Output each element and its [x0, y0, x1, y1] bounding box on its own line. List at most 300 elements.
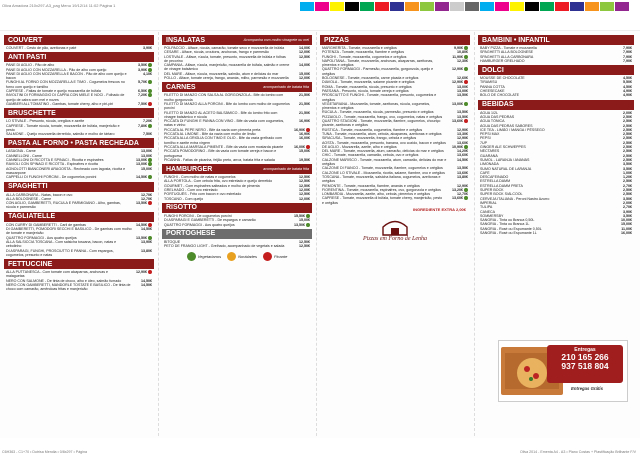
- color-swatch: [465, 2, 479, 11]
- menu-item-price: 14,20€: [457, 149, 468, 154]
- extra-ingredient-note: INGREDIENTE EXTRA 2,00€: [413, 206, 466, 212]
- menu-item-name: PANE DI AGLIO - Pão de alho: [6, 63, 55, 68]
- menu-item-price: 10,80€: [457, 50, 468, 55]
- menu-item-name: PAESANA - Presunto, rúcula, tomate cereja e orégãos: [322, 88, 409, 93]
- menu-item-name: ÁGUA DAS PEDRAS SABORES: [480, 123, 533, 128]
- menu-item: [4, 175, 154, 179]
- menu-item-name: GOURMET - Com espinafres salteados e molho de pimenta: [164, 183, 260, 188]
- menu-item-name: DESCAFEINADO: [480, 175, 509, 180]
- vegetarian-icon: [187, 252, 196, 261]
- section-note: Acompanha com molho vinagrete ou mel: [243, 37, 309, 42]
- menu-item: [162, 76, 312, 80]
- menu-item-price: 16,90€: [299, 132, 310, 137]
- menu-item-name: PIEMONTE - Tomate, mozzarella, fiambre, ananás e orégãos: [322, 183, 420, 188]
- menu-item-name: DI ASPARAGI, FUNGHI, PROSCIUTTO E PANNA - Com espargos, cogumelos, presunto e natas: [6, 248, 114, 257]
- menu-item-price: 12,90€: [457, 127, 468, 132]
- legend-item: [187, 252, 221, 261]
- color-swatch: [330, 2, 344, 11]
- menu-item: [162, 119, 312, 128]
- menu-item-price: 3,50€: [623, 166, 632, 171]
- menu-item-price: 12,50€: [299, 192, 310, 197]
- menu-item: [162, 149, 312, 158]
- section-title: SPAGHETTI: [8, 183, 48, 191]
- color-swatch: [615, 2, 629, 11]
- column-3: [320, 33, 470, 433]
- menu-item-name: AGNOLOTTI BIANCONERI ARAGOSTA - Recheado com lagosta, ricotta e mascarpone: [6, 166, 126, 175]
- menu-item-name: CAPPELLI DI FUNGHI PORCINI - De cogumelos porcini: [6, 175, 97, 180]
- menu-item-price: 2,50€: [623, 149, 632, 154]
- menu-item-name: PICCATA ALLA MARSALA PIMENTE - Bife da vazia com mostarda picante: [164, 144, 284, 149]
- menu-item-price: 3,90€: [138, 67, 147, 72]
- menu-item-name: PANE DI AGLIO CON MOZZARELLA - Pão de alho com queijo: [6, 67, 107, 72]
- menu-item-price: 10,90€: [452, 144, 463, 149]
- menu-item-name: HAMBURGER GRELHADO: [480, 58, 525, 63]
- menu-item: [320, 59, 470, 68]
- menu-item-name: ICE TEA - LIMÃO / MANGA / PÊSSEGO: [480, 127, 545, 132]
- menu-item-name: TULIPA: [480, 205, 493, 210]
- fold-line: [474, 32, 475, 436]
- menu-item-price: 7,90€: [623, 54, 632, 59]
- menu-item: [4, 201, 154, 210]
- menu-item-name: MARGHERITA - Tomate, mozzarella e orégãos: [322, 46, 397, 50]
- menu-item-name: NERO CON SALMONE - De tinta de choco, alho e óleo, salmão fumado: [6, 278, 122, 283]
- menu-item-name: PICANHA - Fatias de picanha, feijão preto, arroz, batata frita e salada: [164, 157, 275, 162]
- menu-item: [162, 136, 312, 145]
- menu-item-name: ALLA SALSICCIA TOSCANA - Com salsicha toscana, bacon, natas e cebolinho: [6, 239, 117, 249]
- legend-label: Vegetarianos: [197, 254, 222, 260]
- vegetarian-icon: [148, 124, 152, 128]
- menu-item-price: 15,00€: [299, 149, 310, 154]
- menu-item-name: ESTRELLA DAMM PRETA: [480, 183, 523, 188]
- menu-item-name: CON AGLIO, GAMBERETTI, RUCULA E PARMIGIANO - Alho, gambas, rúcula e parmesão: [6, 201, 121, 210]
- menu-item-name: GRELHADO - Com ovo estrelado: [164, 188, 218, 193]
- menu-item: [320, 102, 470, 111]
- menu-item-price: 4,50€: [623, 76, 632, 81]
- menu-item: [4, 249, 154, 258]
- menu-item-price: 12,50€: [299, 239, 310, 244]
- menu-item-price: 7,20€: [138, 93, 147, 98]
- menu-item-name: PANE DI AGLIO CON MOZZARELLA E BACON - Pão de alho com queijo e bacon: [6, 71, 127, 81]
- menu-item-name: PICCATA ALLA GRIGLIA CON TIMO E OLIO - Bife da vazia grelhado com tomilho e azeite extra virgem: [164, 136, 283, 145]
- menu-item-price: 7,90€: [623, 50, 632, 55]
- menu-item-price: 13,50€: [136, 235, 147, 240]
- menu-item-price: 15,50€: [294, 213, 305, 218]
- menu-item-name: NAPOLITANA - Tomate, mozzarella, anchovas, alcaparras, azeitonas, pimentos e orégãos: [322, 58, 434, 68]
- menu-item: [4, 283, 154, 292]
- section-title: TAGLIATELLE: [8, 213, 56, 221]
- delivery-box: [498, 340, 628, 402]
- menu-item-price: 12,90€: [136, 270, 147, 275]
- color-swatch: [555, 2, 569, 11]
- menu-item-name: SOMMERSBY: [480, 213, 504, 218]
- menu-item: [162, 111, 312, 120]
- menu-item-price: 12,50€: [299, 179, 310, 184]
- menu-item-name: DEL MARE - Alface, rúcula, mozzarella, salmão, atum e delícias do mar: [164, 71, 279, 76]
- print-footer: [0, 446, 640, 465]
- menu-item-price: 2,70€: [623, 205, 632, 210]
- menu-item-price: 3,90€: [623, 209, 632, 214]
- menu-item-name: SANGRIA - Rosé ou Espumante 0,50L: [480, 226, 542, 231]
- menu-item-name: POLPACCIO - Alface, rúcula, camarão, tomate seco e mozzarella de búfala: [164, 46, 285, 50]
- menu-item-price: 15,00€: [299, 71, 310, 76]
- section-header: [4, 35, 154, 45]
- footer-right-text: Oliva 2014 - Ementa A4 - A3 • Plano Costas + Plastificação Brilhante F/V: [519, 450, 636, 454]
- menu-item-price: 13,20€: [452, 187, 463, 192]
- menu-item-price: 13,50€: [457, 114, 468, 119]
- new-icon: [227, 252, 236, 261]
- menu-item-name: PIZZAIOLO - Tomate, mozzarella, frango, ovo, cogumelos, natas e orégãos: [322, 114, 443, 119]
- color-swatch: [360, 2, 374, 11]
- menu-item-name: ESTRELLA DAMM: [480, 179, 511, 184]
- menu-item-name: ALLA CARBONARA - Natas, bacon e ovo: [6, 192, 73, 197]
- menu-item: [162, 158, 312, 162]
- menu-item: [4, 46, 154, 50]
- menu-item: [320, 67, 470, 76]
- menu-item-name: PICCATA POMODORINO - Bife da vazia com tomate cereja e bacon e portuguesa: [164, 149, 277, 158]
- legend: [162, 252, 312, 261]
- color-swatch: [345, 2, 359, 11]
- menu-item-price: 3,50€: [623, 196, 632, 201]
- menu-item-name: NERO CON GAMBERETTI, MANDORLE TOSTATE E BASILICO - De tinta de choco com camarão, amêndoas fritas e manjericão: [6, 282, 131, 292]
- chili-icon: [464, 119, 468, 123]
- menu-item-name: PICCATA AL LIMONE - Bife da vazia com molho de limão: [164, 132, 256, 137]
- menu-item: [4, 132, 154, 136]
- menu-item-name: POTENZA - Tomate, mozzarella, fiambre e orégãos: [322, 50, 405, 55]
- menu-item-name: PANNA COTTA: [480, 84, 505, 89]
- menu-item: [320, 175, 470, 184]
- color-swatch: [300, 2, 314, 11]
- color-swatch: [570, 2, 584, 11]
- menu-item-name: SPAGHETTI ALLA CARBONARA: [480, 54, 534, 59]
- menu-item-name: ALLA BOLOGNESE - Carne: [6, 196, 52, 201]
- menu-item-name: SPAGHETTI ALLA BOLOGNESE: [480, 50, 534, 55]
- footer-left-text: C6H363 - C1+70 • Dutrisa Mendia • 0/8x297 • Página: [2, 450, 87, 454]
- color-swatch: [525, 2, 539, 11]
- menu-item-price: 12,90€: [452, 80, 463, 85]
- section-title: ANTI PASTI: [8, 53, 47, 61]
- menu-item-price: 2,50€: [623, 136, 632, 141]
- vegetarian-icon: [148, 80, 152, 84]
- menu-item-price: 2,50€: [623, 192, 632, 197]
- menu-item-price: 12,90€: [457, 183, 468, 188]
- menu-item-name: DIAVOLA - Tomate, mozzarella, salame picante e orégãos: [322, 80, 415, 85]
- menu-item-name: TOSCANA - Tomate, mozzarella, salsicha italiana, cogumelos, azeitonas e orégãos: [322, 174, 441, 184]
- vegetarian-icon: [464, 102, 468, 106]
- menu-item: [4, 72, 154, 81]
- fold-line: [316, 32, 317, 436]
- menu-item-name: CAPRESE - Tomate, mozzarella di búfala, tomate cherry, manjericão, pesto e orégãos: [322, 196, 443, 205]
- menu-item-name: SUMO NATURAL DE LARANJA: [480, 166, 532, 171]
- print-header-text: Oliva Amadora 210x297-A3_pag Menu 19/12/14 11:02 Página 1: [2, 3, 116, 8]
- delivery-phone-1[interactable]: 210 165 266: [561, 352, 609, 362]
- menu-item-price: 14,50€: [136, 222, 147, 227]
- menu-item-name: RÚCULA - Tomate, mozzarella, rúcula, parmesão, presunto e orégãos: [322, 110, 434, 115]
- menu-item-name: POLLO - Alface, tomate cereja, frango, ananás, milho, parmesão e mozzarella: [164, 76, 289, 81]
- menu-item-price: 2,50€: [623, 127, 632, 132]
- menu-item-price: 2,50€: [623, 145, 632, 150]
- section-header: [4, 182, 154, 192]
- menu-item: [4, 167, 154, 176]
- menu-item-price: 7,20€: [143, 119, 152, 124]
- menu-item-name: TUNA - Tomate, mozzarella, atum, cebola, alcaparras, azeitonas e orégãos: [322, 131, 442, 136]
- menu-item-price: 21,50€: [299, 101, 310, 106]
- delivery-phone-2[interactable]: 937 518 804: [561, 361, 609, 371]
- menu-item-name: CAFÉ: [480, 170, 490, 175]
- brand-caption: Pizzas em Forno de Lenha: [363, 235, 427, 242]
- section-title: CARNES: [166, 83, 196, 91]
- menu-item-name: ROMA - Tomate, mozzarella, rúcula, presunto e orégãos: [322, 84, 412, 89]
- menu-item: [4, 93, 154, 102]
- color-swatch: [315, 2, 329, 11]
- section-title: INSALATAS: [166, 36, 206, 44]
- color-swatch: [450, 2, 464, 11]
- section-header: [478, 35, 634, 45]
- menu-item-price: 13,50€: [294, 222, 305, 227]
- menu-item-price: 12,00€: [299, 196, 310, 201]
- menu-item-name: 7UP: [480, 140, 487, 145]
- menu-item: [162, 63, 312, 72]
- menu-item-price: 3,50€: [623, 213, 632, 218]
- section-header: [4, 52, 154, 62]
- legend-item: [227, 252, 257, 261]
- menu-item-price: 21,50€: [299, 93, 310, 98]
- menu-item-price: 1,00€: [623, 170, 632, 175]
- menu-item-price: 13,60€: [457, 170, 468, 175]
- menu-item-price: 12,70€: [457, 192, 468, 197]
- menu-item-name: PICCATA DI FUNGHI E PANNA CON VINO - Bife da vazia com cogumelos, natas e vinho: [164, 119, 285, 128]
- section-title: PASTA AL FORNO • PASTA RECHEADA: [8, 139, 139, 147]
- chili-icon: [148, 201, 152, 205]
- section-title: HAMBURGER: [166, 165, 213, 173]
- section-header: [162, 229, 312, 239]
- section-title: PIZZAS: [324, 36, 349, 44]
- menu-item-price: 7,50€: [143, 132, 152, 137]
- section-header: [162, 35, 312, 45]
- vegetarian-icon: [306, 223, 310, 227]
- menu-item-price: 13,50€: [136, 201, 147, 206]
- color-swatch: [510, 2, 524, 11]
- menu-item-name: RAVIOLI CON SPINACI E RICOTTA - Espinafres e ricotta: [6, 162, 98, 167]
- menu-item-name: ALLA PUTTANESCA - Com tomate com alcaparras, anchovas e malaguetas: [6, 270, 108, 279]
- color-swatch: [585, 2, 599, 11]
- section-header: [4, 259, 154, 269]
- menu-item-price: 11,00€: [621, 226, 632, 231]
- color-swatch: [495, 2, 509, 11]
- menu-item-name: DI ASPARAGI E GAMBERETTI - De espargos e camarão: [164, 218, 256, 223]
- menu-item-price: 2,50€: [623, 157, 632, 162]
- menu-item-price: 16,00€: [621, 230, 632, 235]
- delivery-tag: [547, 345, 623, 383]
- menu-item-name: SANGRIA - Tinta ou Branca 0,50L: [480, 218, 535, 223]
- menu-item-name: LOMBARDIA - Mozzarella, azeite, alho, cebola, pimentos e orégãos: [322, 192, 431, 197]
- menu-item-price: 5,70€: [138, 80, 147, 85]
- menu-item-price: 13,30€: [457, 131, 468, 136]
- color-swatch: [540, 2, 554, 11]
- menu-item-name: QUATTRO FORMAGGI - Aos quatro queijos: [164, 222, 235, 227]
- menu-item-price: 14,50€: [457, 157, 468, 162]
- menu-item-price: 14,00€: [299, 46, 310, 50]
- chili-icon: [148, 102, 152, 106]
- menu-item-price: 3,50€: [138, 63, 147, 68]
- menu-item: [4, 227, 154, 236]
- menu-item: [320, 158, 470, 167]
- menu-item-name: SANGRIA - Rosé ou Espumante 1L: [480, 230, 537, 235]
- menu-item-name: SALMONE - Queijo mozzarella derretido, salmão e molho de tártaro: [6, 132, 115, 137]
- section-title: BEBIDAS: [482, 101, 514, 109]
- menu-item-price: 12,00€: [299, 50, 310, 55]
- menu-item-price: 13,00€: [452, 101, 463, 106]
- menu-item-name: CAPRESE - Tomate rúcula, tomate, mozzarella de búfala, manjericão e pesto: [6, 123, 120, 132]
- section-title: FETTUCCINE: [8, 260, 53, 268]
- fold-line: [158, 32, 159, 436]
- menu-item-name: CALZONE DI FIANCO - Tomate, mozzarella, fiambre, cogumelos e orégãos: [322, 166, 443, 171]
- menu-item-name: CESARE - Alface, rúcula, croutons, anchovas, frango e parmesão: [164, 50, 269, 55]
- menu-item-price: 12,90€: [452, 67, 463, 72]
- menu-item-name: QUATTRO STAGIONI - Tomate, mozzarella, fiambre, cogumelos, chouriço picante, azeitonas e orégãos: [322, 119, 441, 128]
- section-header: [478, 65, 634, 75]
- menu-item-name: INVOLTINI DI FORMAGGIO DI CAPRA CON MIELE E NOCI - Folhado de queijo de cabra com mel e nozes: [6, 93, 125, 102]
- menu-item-price: 15,00€: [621, 222, 632, 227]
- menu-item: [4, 80, 154, 89]
- menu-item-name: FUNGHI AL FORNO CON MOZZARELLA E TIMO - Cogumelos frescos no forno com queijo e tomilho: [6, 80, 125, 89]
- color-swatch: [420, 2, 434, 11]
- menu-item-price: 16,90€: [294, 127, 305, 132]
- menu-item-price: 6,50€: [138, 89, 147, 94]
- menu-item-price: 12,50€: [299, 244, 310, 249]
- menu-item-price: 13,60€: [457, 140, 468, 145]
- menu-item-name: PEPSI MAX: [480, 132, 500, 137]
- menu-item-price: 13,60€: [452, 196, 463, 201]
- menu-item-name: PORTUGUÊS - Frito com bacon e ovo estrelado: [164, 192, 242, 197]
- section-title: COUVERT: [8, 36, 43, 44]
- menu-item-name: SUPER BOCK S/ÁLCOOL: [480, 192, 523, 197]
- menu-item: [478, 59, 634, 63]
- menu-item-price: 12,60€: [457, 76, 468, 81]
- section-title: PORTOGHESE: [166, 230, 216, 238]
- menu-item-price: 3,90€: [143, 46, 152, 50]
- color-swatch: [480, 2, 494, 11]
- menu-item-name: BITOQUE: [164, 239, 181, 244]
- menu-item-price: 12,70€: [141, 192, 152, 197]
- oven-icon: [380, 218, 410, 236]
- menu-item-name: GUARANÁ: [480, 153, 498, 158]
- menu-item-price: 7,80€: [138, 123, 147, 128]
- menu-item-price: 3,50€: [623, 162, 632, 167]
- menu-item-name: GINGER ALE SCHWEPPES: [480, 145, 526, 150]
- menu-item-name: PROSCIUTTO E FUNGHI - Tomate, mozzarella, presunto, cogumelos e orégãos: [322, 93, 437, 102]
- menu-item-name: LOSTIVALE - Alface, rúcula, tomate, presunto, mozzarella de búfala e folhas de pecorino: [164, 54, 286, 63]
- section-header: [4, 138, 154, 148]
- menu-item-name: BABY PIZZA - Tomate e mozzarella: [480, 46, 537, 50]
- section-header: [320, 35, 470, 45]
- menu-item-name: CAPRESE - Fatias de tomate e queijo mozzarella de búfala: [6, 89, 101, 94]
- menu-item-name: QUATTRO FORMAGGI - Parmesão, mozzarella, gorgonzola, queijo e orégãos: [322, 67, 434, 76]
- menu-item-price: 4,90€: [623, 93, 632, 98]
- menu-item-price: 2,00€: [623, 110, 632, 115]
- menu-item-name: FUNGHI - Tomate, mozzarella, cogumelos e orégãos: [322, 54, 407, 59]
- menu-item-price: 13,50€: [457, 93, 468, 98]
- menu-item-price: 12,50€: [299, 175, 310, 180]
- chili-icon: [148, 270, 152, 274]
- menu-item-price: 11,90€: [452, 54, 463, 59]
- menu-item-name: FILETTO DI MANZO ALLA PORCINI - Bife do lombo com molho de cogumelos porcini: [164, 101, 290, 111]
- menu-item-name: DEL MARE - Tomate, mozzarella, atum, camarão, delícias do mar e orégãos: [322, 149, 444, 154]
- menu-item-price: 16,90€: [299, 119, 310, 124]
- menu-item-price: 12,90€: [457, 136, 468, 141]
- menu-item: [4, 240, 154, 249]
- section-header: [4, 212, 154, 222]
- section-header: [478, 100, 634, 110]
- menu-item-price: 2,50€: [623, 188, 632, 193]
- menu-item: [320, 196, 470, 205]
- menu-item-name: CHEESECAKE: [480, 89, 505, 94]
- section-title: RISOTTO: [166, 204, 197, 212]
- menu-item: [478, 93, 634, 97]
- menu-item-price: 2,50€: [623, 132, 632, 137]
- menu-item-price: 13,60€: [457, 153, 468, 158]
- menu-item-name: BOLOGNESE - Tomate, mozzarella, carne picada e orégãos: [322, 76, 419, 81]
- menu-item-name: CALZONE LO STIVALE - Mozzarella, ricotta, salame, fiambre, ovo e orégãos: [322, 170, 445, 175]
- menu-item-price: 19,50€: [299, 157, 310, 162]
- legend-item: [263, 252, 287, 261]
- legend-label: Picante: [274, 254, 288, 260]
- menu-item-price: 13,00€: [141, 153, 152, 158]
- menu-item-name: MOUSSE DE CHOCOLATE: [480, 76, 525, 81]
- menu-item-price: 2,50€: [623, 114, 632, 119]
- menu-item-price: 2,50€: [623, 153, 632, 158]
- menu-item-price: 13,00€: [457, 84, 468, 89]
- menu-item-name: BOLO DE CHOCOLATE: [480, 93, 520, 98]
- menu-item-price: 16,00€: [294, 144, 305, 149]
- menu-item-name: FILETTO DI MANZO AL ACETO BALSÂMICO - Bife do lombo frito com vinagre balsâmico e rúcula: [164, 110, 278, 119]
- menu-item-name: FUNGHI - Com molho de natas e cogumelos: [164, 175, 236, 180]
- menu-item: [320, 93, 470, 102]
- menu-item-name: CANNELLONI - Carne: [6, 153, 42, 158]
- menu-item-price: 13,50€: [457, 166, 468, 171]
- section-header: [162, 203, 312, 213]
- chili-icon: [263, 252, 272, 261]
- menu-item-name: CANNELLONI DI RICOTTA E SPINACI - Ricotta e espinafres: [6, 158, 104, 163]
- menu-item-price: 2,50€: [623, 140, 632, 145]
- menu-item-name: ÁGUA TÓNICA: [480, 119, 505, 124]
- section-title: BAMBINI • INFANTIL: [482, 36, 550, 44]
- menu-item-name: ÁGUA DAS PEDRAS: [480, 114, 515, 119]
- menu-item: [162, 244, 312, 248]
- menu-item-price: 13,80€: [457, 174, 468, 179]
- menu-item-name: FILETTO DI MANZO CON SALSA AL GORGONZOLA - Bife do lombo com molho gorgonzola: [164, 93, 284, 102]
- menu-item-price: 12,50€: [299, 54, 310, 59]
- section-note: acompanhado de batata frita: [263, 166, 309, 171]
- menu-item-name: VEGETARIANA - Mozzarella, tomate, azeitonas, rúcula, cogumelos, pimentos e orégãos: [322, 101, 431, 111]
- menu-item: [162, 93, 312, 102]
- menu-item-price: 13,60€: [452, 119, 463, 124]
- menu-item-price: 12,70€: [141, 196, 152, 201]
- vegetarian-icon: [464, 196, 468, 200]
- menu-item-name: QUATTRO FORMAGGI - Aos quatro queijos: [6, 235, 77, 240]
- menu-item-price: 9,90€: [454, 46, 463, 50]
- menu-item-name: SIRACUSA - Tomate, mozzarella, frango, cebola e orégãos: [322, 136, 417, 141]
- menu-item: [478, 231, 634, 235]
- menu-item-price: 13,90€: [141, 239, 152, 244]
- menu-item-name: PETO DE FRANGO LIGHT - Grelhado, acompanhado de vegetais e salada: [164, 244, 285, 249]
- menu-item-price: 5,50€: [623, 80, 632, 85]
- menu-item-name: CANECA: [480, 209, 495, 214]
- menu-item-price: 4,10€: [143, 71, 152, 76]
- section-title: DOLCI: [482, 66, 504, 74]
- vegetarian-icon: [148, 93, 152, 97]
- menu-item: [4, 124, 154, 133]
- menu-item-name: CERVEJA ITALIANA - Peroni Nastro Azurro: [480, 196, 550, 201]
